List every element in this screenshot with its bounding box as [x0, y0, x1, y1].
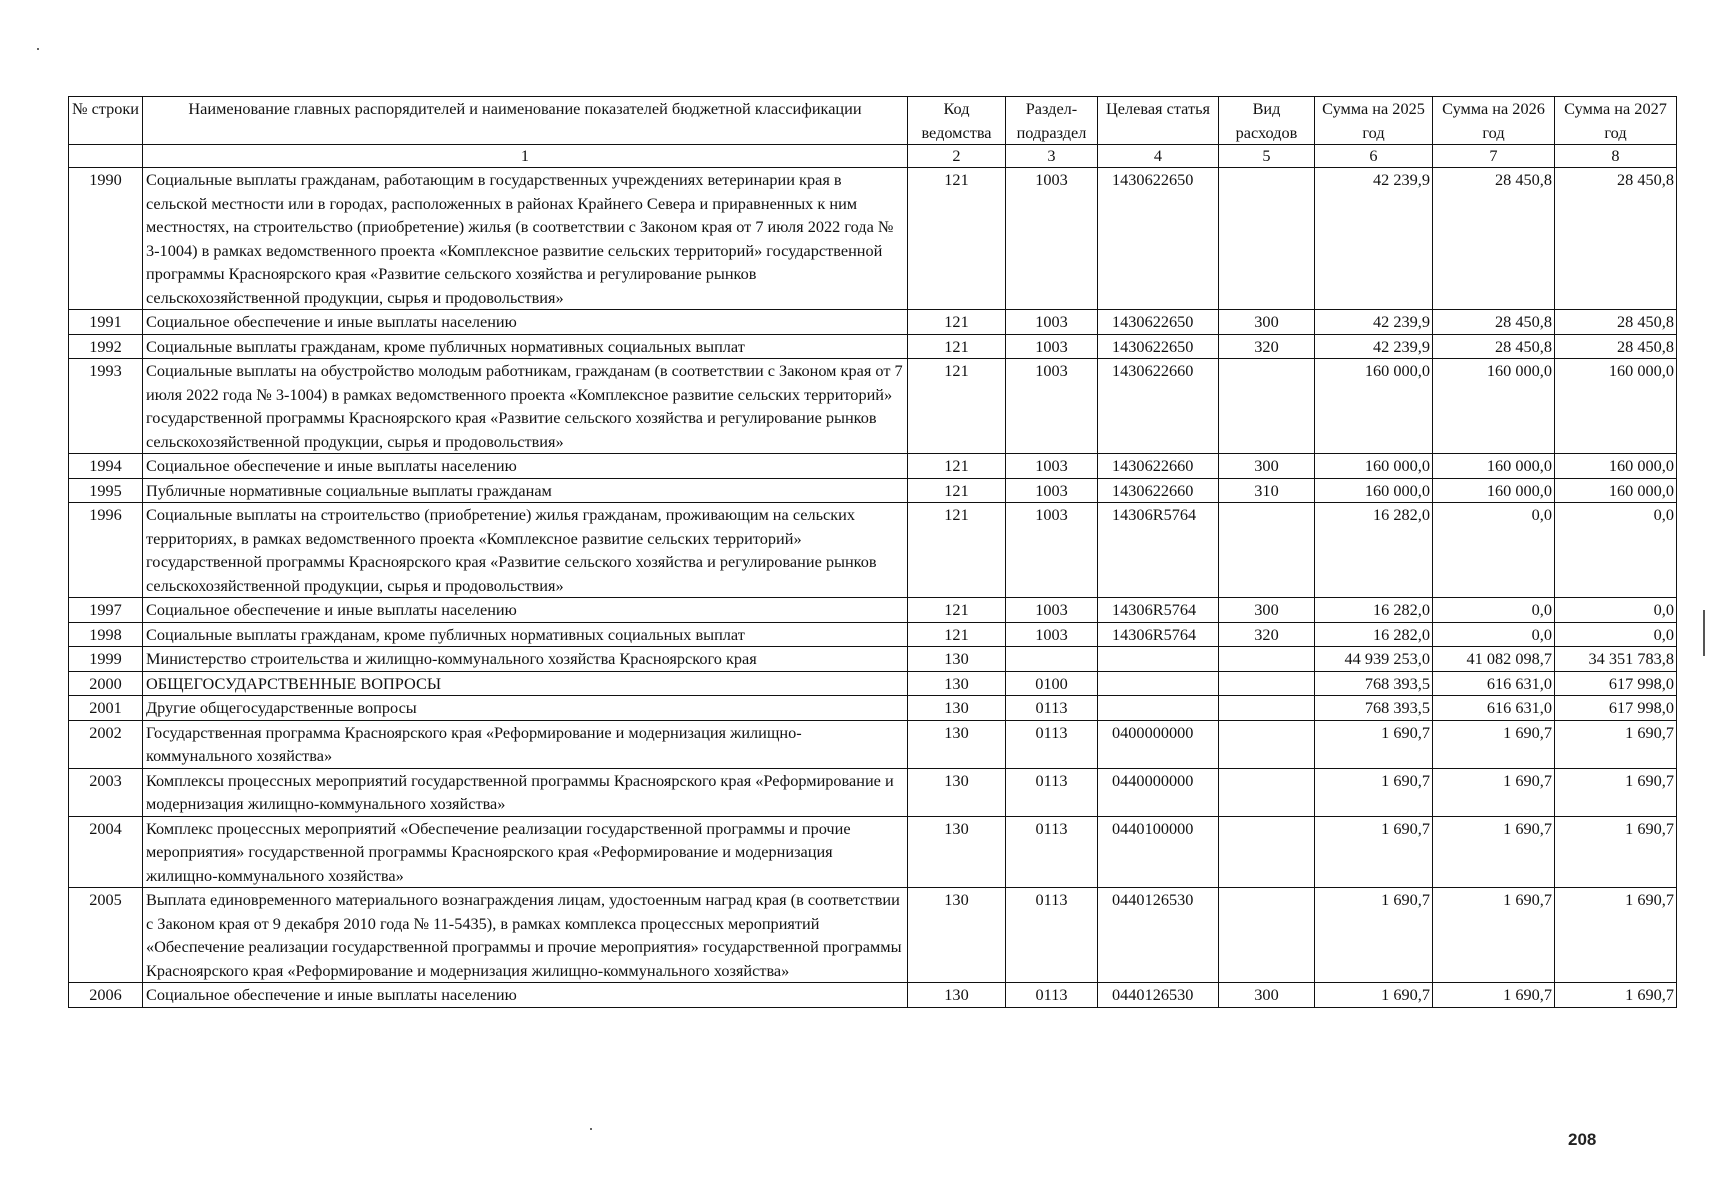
section-code: 1003 — [1006, 454, 1098, 479]
target-article — [1098, 647, 1219, 672]
sum-2025: 768 393,5 — [1315, 696, 1433, 721]
row-number: 2001 — [69, 696, 143, 721]
sum-2025: 16 282,0 — [1315, 622, 1433, 647]
expense-type — [1219, 816, 1315, 888]
row-number: 1991 — [69, 310, 143, 335]
section-code: 1003 — [1006, 168, 1098, 310]
section-code: 0113 — [1006, 768, 1098, 816]
dept-code: 121 — [908, 310, 1006, 335]
target-article: 0400000000 — [1098, 720, 1219, 768]
expense-type — [1219, 888, 1315, 983]
column-number: 7 — [1433, 145, 1555, 168]
target-article: 14306R5764 — [1098, 503, 1219, 598]
row-number: 1995 — [69, 478, 143, 503]
row-name: Социальные выплаты гражданам, кроме публичных нормативных социальных выплат — [143, 334, 908, 359]
sum-2025: 16 282,0 — [1315, 503, 1433, 598]
header-sum-2027: Сумма на 2027 год — [1555, 97, 1677, 145]
row-name: Государственная программа Красноярского края «Реформирование и модернизация жилищно-коммунального хозяйства» — [143, 720, 908, 768]
expense-type — [1219, 671, 1315, 696]
dept-code: 121 — [908, 334, 1006, 359]
table-row — [69, 983, 1677, 1008]
target-article: 0440100000 — [1098, 816, 1219, 888]
row-name: Социальные выплаты гражданам, работающим в государственных учреждениях ветеринарии края в сельской местности или в городах, расположенных в районах Крайнего Севера и приравненных к ним местностях, на строительство (приобретение) жилья (в соответствии с Законом края от 7 июля 2022 года № 3-1004) в рамках ведомственного проекта «Комплексное развитие сельских территорий» государственной программы Красноярского края «Развитие сельского хозяйства и регулирование рынков сельскохозяйственной продукции, сырья и продовольствия» — [143, 168, 908, 310]
row-number: 1997 — [69, 598, 143, 623]
dept-code: 130 — [908, 816, 1006, 888]
table-row — [69, 454, 1677, 479]
section-code: 0113 — [1006, 696, 1098, 721]
section-code: 0113 — [1006, 888, 1098, 983]
section-code — [1006, 647, 1098, 672]
target-article: 0440126530 — [1098, 983, 1219, 1008]
sum-2025: 1 690,7 — [1315, 768, 1433, 816]
table-row — [69, 598, 1677, 623]
dept-code: 130 — [908, 888, 1006, 983]
sum-2025: 42 239,9 — [1315, 334, 1433, 359]
sum-2025: 160 000,0 — [1315, 359, 1433, 454]
sum-2027: 1 690,7 — [1555, 888, 1677, 983]
dept-code: 121 — [908, 503, 1006, 598]
target-article: 1430622650 — [1098, 168, 1219, 310]
expense-type — [1219, 503, 1315, 598]
sum-2027: 28 450,8 — [1555, 334, 1677, 359]
dept-code: 130 — [908, 768, 1006, 816]
dept-code: 130 — [908, 647, 1006, 672]
sum-2026: 160 000,0 — [1433, 454, 1555, 479]
expense-type — [1219, 696, 1315, 721]
sum-2027: 0,0 — [1555, 622, 1677, 647]
row-name: Социальное обеспечение и иные выплаты населению — [143, 310, 908, 335]
expense-type — [1219, 768, 1315, 816]
column-number: 3 — [1006, 145, 1098, 168]
table-row — [69, 696, 1677, 721]
row-number: 2005 — [69, 888, 143, 983]
scan-speck — [590, 1128, 592, 1130]
row-number: 1992 — [69, 334, 143, 359]
sum-2027: 160 000,0 — [1555, 478, 1677, 503]
table-row — [69, 334, 1677, 359]
row-name: Социальные выплаты на строительство (приобретение) жилья гражданам, проживающим на сельских территориях, в рамках ведомственного проекта «Комплексное развитие сельских территорий» государственной программы Красноярского края «Развитие сельского хозяйства и регулирование рынков сельскохозяйственной продукции, сырья и продовольствия» — [143, 503, 908, 598]
budget-table — [68, 96, 1677, 1008]
dept-code: 121 — [908, 622, 1006, 647]
target-article: 1430622650 — [1098, 310, 1219, 335]
sum-2027: 160 000,0 — [1555, 359, 1677, 454]
section-code: 0113 — [1006, 816, 1098, 888]
table-row — [69, 647, 1677, 672]
expense-type — [1219, 647, 1315, 672]
scan-edge-mark — [1703, 610, 1705, 656]
sum-2025: 42 239,9 — [1315, 310, 1433, 335]
sum-2025: 1 690,7 — [1315, 720, 1433, 768]
target-article: 1430622660 — [1098, 359, 1219, 454]
sum-2027: 1 690,7 — [1555, 983, 1677, 1008]
section-code: 0113 — [1006, 983, 1098, 1008]
sum-2027: 617 998,0 — [1555, 671, 1677, 696]
table-row — [69, 888, 1677, 983]
column-number: 1 — [143, 145, 908, 168]
table-row — [69, 168, 1677, 310]
row-name: Выплата единовременного материального вознаграждения лицам, удостоенным наград края (в соответствии с Законом края от 9 декабря 2010 года № 11-5435), в рамках комплекса процессных мероприятий «Обеспечение реализации государственной программы и прочие мероприятия» государственной программы Красноярского края «Реформирование и модернизация жилищно-коммунального хозяйства» — [143, 888, 908, 983]
sum-2026: 28 450,8 — [1433, 168, 1555, 310]
sum-2025: 1 690,7 — [1315, 983, 1433, 1008]
section-code: 1003 — [1006, 622, 1098, 647]
column-number: 8 — [1555, 145, 1677, 168]
sum-2027: 160 000,0 — [1555, 454, 1677, 479]
sum-2026: 1 690,7 — [1433, 983, 1555, 1008]
expense-type — [1219, 168, 1315, 310]
row-number: 2004 — [69, 816, 143, 888]
sum-2026: 0,0 — [1433, 598, 1555, 623]
sum-2027: 617 998,0 — [1555, 696, 1677, 721]
dept-code: 130 — [908, 671, 1006, 696]
row-name: Социальное обеспечение и иные выплаты населению — [143, 598, 908, 623]
row-number: 2002 — [69, 720, 143, 768]
section-code: 1003 — [1006, 478, 1098, 503]
sum-2026: 28 450,8 — [1433, 310, 1555, 335]
section-code: 1003 — [1006, 359, 1098, 454]
sum-2027: 34 351 783,8 — [1555, 647, 1677, 672]
sum-2027: 1 690,7 — [1555, 768, 1677, 816]
target-article: 14306R5764 — [1098, 622, 1219, 647]
target-article: 14306R5764 — [1098, 598, 1219, 623]
row-name: Социальные выплаты гражданам, кроме публичных нормативных социальных выплат — [143, 622, 908, 647]
sum-2025: 1 690,7 — [1315, 816, 1433, 888]
sum-2027: 1 690,7 — [1555, 816, 1677, 888]
sum-2025: 160 000,0 — [1315, 478, 1433, 503]
column-number: 4 — [1098, 145, 1219, 168]
dept-code: 121 — [908, 168, 1006, 310]
row-name: Социальное обеспечение и иные выплаты населению — [143, 983, 908, 1008]
expense-type: 320 — [1219, 622, 1315, 647]
row-name: ОБЩЕГОСУДАРСТВЕННЫЕ ВОПРОСЫ — [143, 671, 908, 696]
row-name: Комплекс процессных мероприятий «Обеспечение реализации государственной программы и прочие мероприятия» государственной программы Красноярского края «Реформирование и модернизация жилищно-коммунального хозяйства» — [143, 816, 908, 888]
row-name: Комплексы процессных мероприятий государственной программы Красноярского края «Реформирование и модернизация жилищно-коммунального хозяйства» — [143, 768, 908, 816]
table-row — [69, 720, 1677, 768]
sum-2026: 160 000,0 — [1433, 478, 1555, 503]
sum-2027: 0,0 — [1555, 503, 1677, 598]
sum-2026: 616 631,0 — [1433, 696, 1555, 721]
header-dept-code: Код ведомства — [908, 97, 1006, 145]
expense-type — [1219, 359, 1315, 454]
scan-speck — [37, 48, 39, 50]
expense-type — [1219, 720, 1315, 768]
table-row — [69, 622, 1677, 647]
section-code: 1003 — [1006, 334, 1098, 359]
header-sum-2025: Сумма на 2025 год — [1315, 97, 1433, 145]
dept-code: 130 — [908, 696, 1006, 721]
expense-type: 300 — [1219, 310, 1315, 335]
target-article: 0440126530 — [1098, 888, 1219, 983]
dept-code: 121 — [908, 478, 1006, 503]
sum-2027: 0,0 — [1555, 598, 1677, 623]
expense-type: 320 — [1219, 334, 1315, 359]
table-row — [69, 768, 1677, 816]
expense-type: 310 — [1219, 478, 1315, 503]
column-number: 6 — [1315, 145, 1433, 168]
sum-2025: 16 282,0 — [1315, 598, 1433, 623]
row-name: Социальное обеспечение и иные выплаты населению — [143, 454, 908, 479]
sum-2026: 28 450,8 — [1433, 334, 1555, 359]
expense-type: 300 — [1219, 983, 1315, 1008]
column-number-row — [69, 145, 1677, 168]
header-row-no: № строки — [69, 97, 143, 145]
dept-code: 130 — [908, 720, 1006, 768]
sum-2026: 1 690,7 — [1433, 816, 1555, 888]
row-name: Социальные выплаты на обустройство молодым работникам, гражданам (в соответствии с Законом края от 7 июля 2022 года № 3-1004) в рамках ведомственного проекта «Комплексное развитие сельских территорий» государственной программы Красноярского края «Развитие сельского хозяйства и регулирование рынков сельскохозяйственной продукции, сырья и продовольствия» — [143, 359, 908, 454]
header-row — [69, 97, 1677, 145]
row-number: 1993 — [69, 359, 143, 454]
dept-code: 130 — [908, 983, 1006, 1008]
table-row — [69, 310, 1677, 335]
sum-2025: 1 690,7 — [1315, 888, 1433, 983]
column-number — [69, 145, 143, 168]
sum-2026: 1 690,7 — [1433, 720, 1555, 768]
section-code: 1003 — [1006, 503, 1098, 598]
header-section: Раздел-подраздел — [1006, 97, 1098, 145]
section-code: 0113 — [1006, 720, 1098, 768]
row-number: 2006 — [69, 983, 143, 1008]
sum-2026: 41 082 098,7 — [1433, 647, 1555, 672]
sum-2027: 28 450,8 — [1555, 310, 1677, 335]
row-number: 1998 — [69, 622, 143, 647]
header-name: Наименование главных распорядителей и наименование показателей бюджетной классификации — [143, 97, 908, 145]
sum-2027: 1 690,7 — [1555, 720, 1677, 768]
target-article: 1430622660 — [1098, 478, 1219, 503]
table-body — [69, 168, 1677, 1008]
row-name: Министерство строительства и жилищно-коммунального хозяйства Красноярского края — [143, 647, 908, 672]
row-number: 1994 — [69, 454, 143, 479]
row-number: 2003 — [69, 768, 143, 816]
sum-2026: 616 631,0 — [1433, 671, 1555, 696]
dept-code: 121 — [908, 454, 1006, 479]
expense-type: 300 — [1219, 598, 1315, 623]
target-article: 1430622660 — [1098, 454, 1219, 479]
target-article — [1098, 671, 1219, 696]
target-article: 1430622650 — [1098, 334, 1219, 359]
section-code: 1003 — [1006, 598, 1098, 623]
dept-code: 121 — [908, 598, 1006, 623]
row-number: 1996 — [69, 503, 143, 598]
row-number: 1999 — [69, 647, 143, 672]
row-number: 1990 — [69, 168, 143, 310]
section-code: 0100 — [1006, 671, 1098, 696]
sum-2026: 0,0 — [1433, 622, 1555, 647]
section-code: 1003 — [1006, 310, 1098, 335]
table-row — [69, 816, 1677, 888]
sum-2027: 28 450,8 — [1555, 168, 1677, 310]
header-expense-type: Вид расходов — [1219, 97, 1315, 145]
expense-type: 300 — [1219, 454, 1315, 479]
column-number: 2 — [908, 145, 1006, 168]
sum-2025: 160 000,0 — [1315, 454, 1433, 479]
sum-2026: 0,0 — [1433, 503, 1555, 598]
header-target: Целевая статья — [1098, 97, 1219, 145]
sum-2025: 42 239,9 — [1315, 168, 1433, 310]
sum-2026: 1 690,7 — [1433, 768, 1555, 816]
page-number: 208 — [1568, 1130, 1597, 1149]
row-name: Публичные нормативные социальные выплаты гражданам — [143, 478, 908, 503]
sum-2025: 768 393,5 — [1315, 671, 1433, 696]
sum-2026: 1 690,7 — [1433, 888, 1555, 983]
target-article — [1098, 696, 1219, 721]
table-row — [69, 359, 1677, 454]
row-number: 2000 — [69, 671, 143, 696]
table-row — [69, 478, 1677, 503]
row-name: Другие общегосударственные вопросы — [143, 696, 908, 721]
header-sum-2026: Сумма на 2026 год — [1433, 97, 1555, 145]
dept-code: 121 — [908, 359, 1006, 454]
column-number: 5 — [1219, 145, 1315, 168]
table-row — [69, 503, 1677, 598]
table-row — [69, 671, 1677, 696]
target-article: 0440000000 — [1098, 768, 1219, 816]
sum-2026: 160 000,0 — [1433, 359, 1555, 454]
sum-2025: 44 939 253,0 — [1315, 647, 1433, 672]
